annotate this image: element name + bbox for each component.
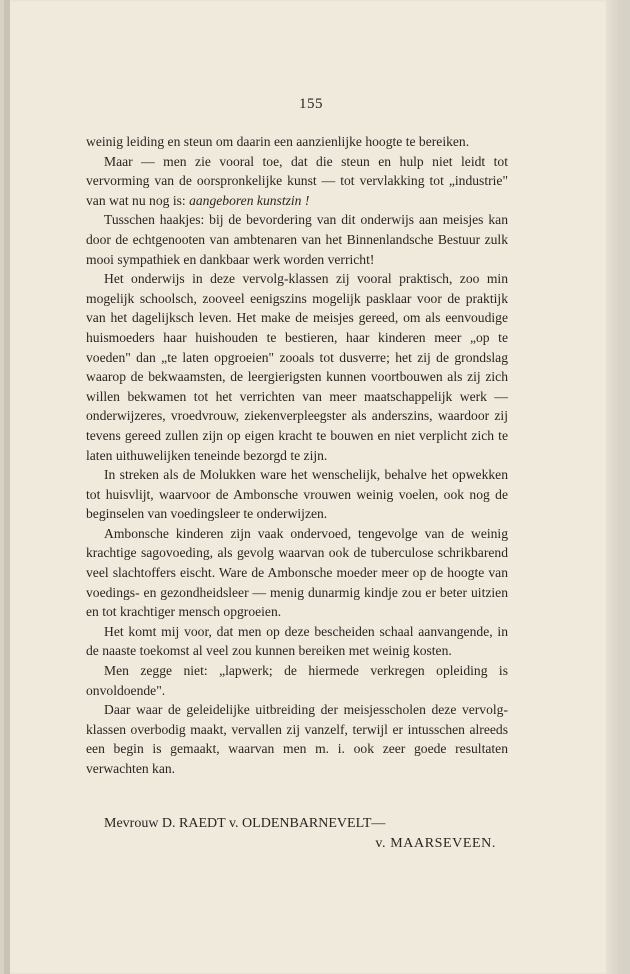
- page-right-edge: [606, 0, 618, 974]
- document-page: [4, 0, 618, 974]
- signature-name-line1: Mevrouw D. RAEDT v. OLDENBARNEVELT—: [104, 816, 386, 831]
- signature-name-line2: v. MAARSEVEEN.: [375, 836, 496, 851]
- body-text: [86, 132, 508, 779]
- paragraph: weinig leiding en steun om daarin een aanzienlijke hoogte te bereiken.: [86, 134, 470, 149]
- paragraph: Tusschen haakjes: bij de bevordering van dit onderwijs aan meisjes kan door de echtgenooten van ambtenaren van het Binnenlandsche Bestuur zulk mooi sympathiek en dankbaar werk worden verricht!: [86, 212, 508, 267]
- paragraph: Men zegge niet: „lapwerk; de hiermede verkregen opleiding is onvoldoende".: [86, 663, 508, 698]
- paragraph: Het onderwijs in deze vervolg-klassen zij vooral praktisch, zoo min mogelijk schoolsch, zooveel eenigszins mogelijk pasklaar voor de praktijk van het dagelijksch leven. Het make de meisjes gereed, om als eenvoudige huismoeders haar huishouden te bestieren, haar kinderen meer „op te voeden" dan „te laten opgroeien" zooals tot dusverre; het zij de grondslag waarop de bekwaamsten, de leergierigsten kunnen voortbouwen als zij zich willen bekwamen tot het verrichten van meer maatschappelijk werk — onderwijzeres, vroedvrouw, ziekenverpleegster als anderszins, waardoor zij tevens gereed zullen zijn op eigen kracht te bouwen en niet verplicht zich te laten uithuwelijken teneinde bezorgd te zijn.: [86, 271, 508, 463]
- paragraph: [86, 152, 508, 211]
- signature-block: [104, 814, 496, 854]
- page-number: 155: [299, 96, 323, 112]
- paragraph: In streken als de Molukken ware het wenschelijk, behalve het opwekken tot huisvlijt, waarvoor de Ambonsche vrouwen weinig voelen, ook nog de beginselen van voedingsleer te onderwijzen.: [86, 467, 508, 522]
- paragraph: Het komt mij voor, dat men op deze bescheiden schaal aanvangende, in de naaste toekomst al veel zou kunnen bereiken met weinig kosten.: [86, 623, 508, 659]
- emphasis-text: aangeboren kunstzin !: [189, 192, 310, 208]
- paragraph: Daar waar de geleidelijke uitbreiding der meisjesscholen deze vervolg-klassen overbodig maakt, vervallen zij vanzelf, terwijl er intusschen alreeds een begin is gemaakt, waarvan men m. i. ook zeer goede resultaten verwachten kan.: [86, 702, 508, 776]
- paragraph: Ambonsche kinderen zijn vaak ondervoed, tengevolge van de weinig krachtige sagovoeding, als gevolg waarvan ook de tuberculose schrikbarend veel slachtoffers eischt. Ware de Ambonsche moeder meer op de hoogte van voedings- en gezondheidsleer — menig dunarmig kindje zou er beter uitzien en tot krachtiger mensch opgroeien.: [86, 525, 508, 620]
- page-left-edge: [4, 0, 10, 974]
- paragraph-text: Maar — men zie vooral toe, dat die steun en hulp niet leidt tot vervorming van de oorspronkelijke kunst — tot vervlakking tot „industrie" van wat nu nog is:: [86, 153, 508, 208]
